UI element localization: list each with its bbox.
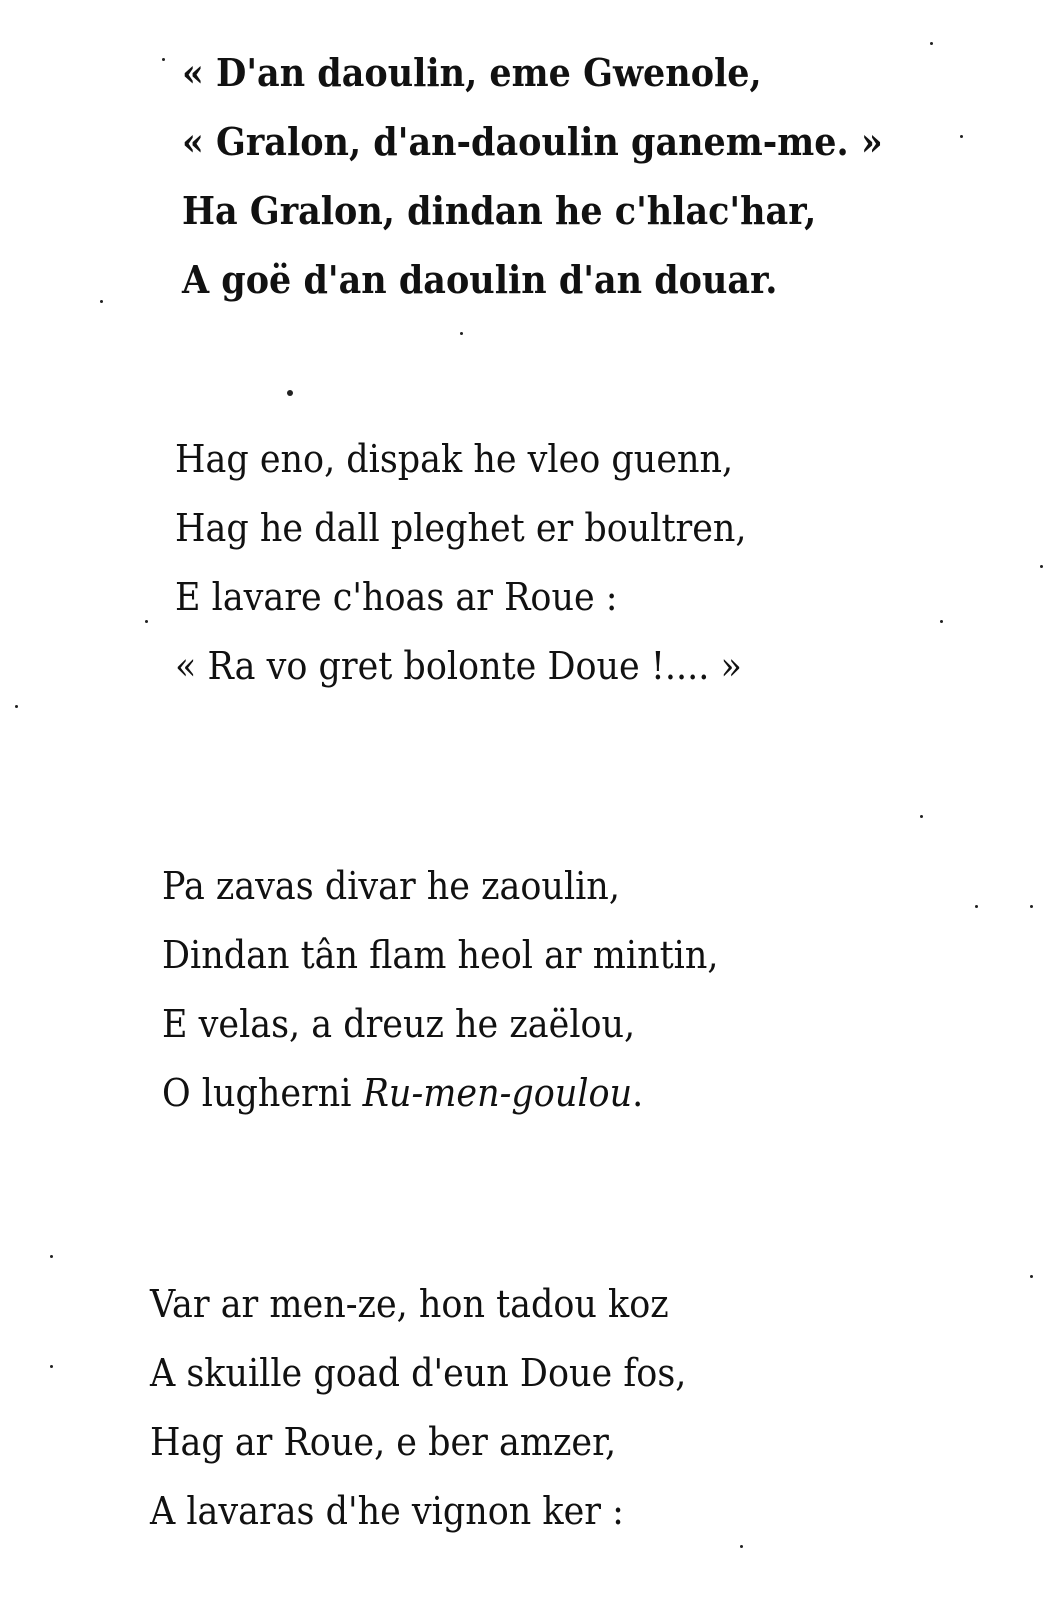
verse-line: « Ra vo gret bolonte Doue !.... » xyxy=(175,644,742,688)
verse-line: Pa zavas divar he zaoulin, xyxy=(162,864,620,908)
scan-speck xyxy=(940,620,943,623)
scan-speck xyxy=(1030,905,1033,908)
scan-speck xyxy=(100,300,103,303)
line-end-punctuation: . xyxy=(632,1071,644,1115)
verse-line: Hag ar Roue, e ber amzer, xyxy=(150,1420,617,1464)
verse-line: A goë d'an daoulin d'an douar. xyxy=(182,257,778,302)
scan-speck xyxy=(975,905,978,908)
verse-line: A skuille goad d'eun Doue fos, xyxy=(150,1351,687,1395)
scan-speck xyxy=(1040,565,1043,568)
verse-line: Hag eno, dispak he vleo guenn, xyxy=(175,437,734,481)
scan-speck xyxy=(145,620,148,623)
scan-speck xyxy=(460,332,463,335)
italic-place-name: Ru-men-goulou xyxy=(362,1071,633,1115)
scan-speck xyxy=(960,135,963,138)
scan-speck xyxy=(287,390,293,396)
verse-line: Dindan tân flam heol ar mintin, xyxy=(162,933,719,977)
stanza-3 xyxy=(162,852,767,1128)
scan-speck xyxy=(15,705,18,708)
verse-line: Var ar men-ze, hon tadou koz xyxy=(150,1282,669,1326)
stanza-2 xyxy=(175,425,796,701)
scan-speck xyxy=(740,1545,743,1548)
verse-line: Hag he dall pleghet er boultren, xyxy=(175,506,747,550)
scan-speck xyxy=(50,1255,53,1258)
verse-line: E velas, a dreuz he zaëlou, xyxy=(162,1002,636,1046)
scan-speck xyxy=(920,815,923,818)
scan-speck xyxy=(930,42,933,45)
verse-line: « D'an daoulin, eme Gwenole, xyxy=(182,50,762,95)
scan-speck xyxy=(50,1365,53,1368)
scan-speck xyxy=(162,58,165,61)
verse-line: « Gralon, d'an-daoulin ganem-me. » xyxy=(182,119,883,164)
verse-line-text: O lugherni xyxy=(162,1071,352,1115)
stanza-4 xyxy=(150,1270,733,1546)
verse-line: E lavare c'hoas ar Roue : xyxy=(175,575,618,619)
stanza-1 xyxy=(182,38,944,314)
verse-line: Ha Gralon, dindan he c'hlac'har, xyxy=(182,188,817,233)
verse-line: A lavaras d'he vignon ker : xyxy=(150,1489,624,1533)
verse-line xyxy=(162,1059,718,1128)
scan-speck xyxy=(1030,1275,1033,1278)
